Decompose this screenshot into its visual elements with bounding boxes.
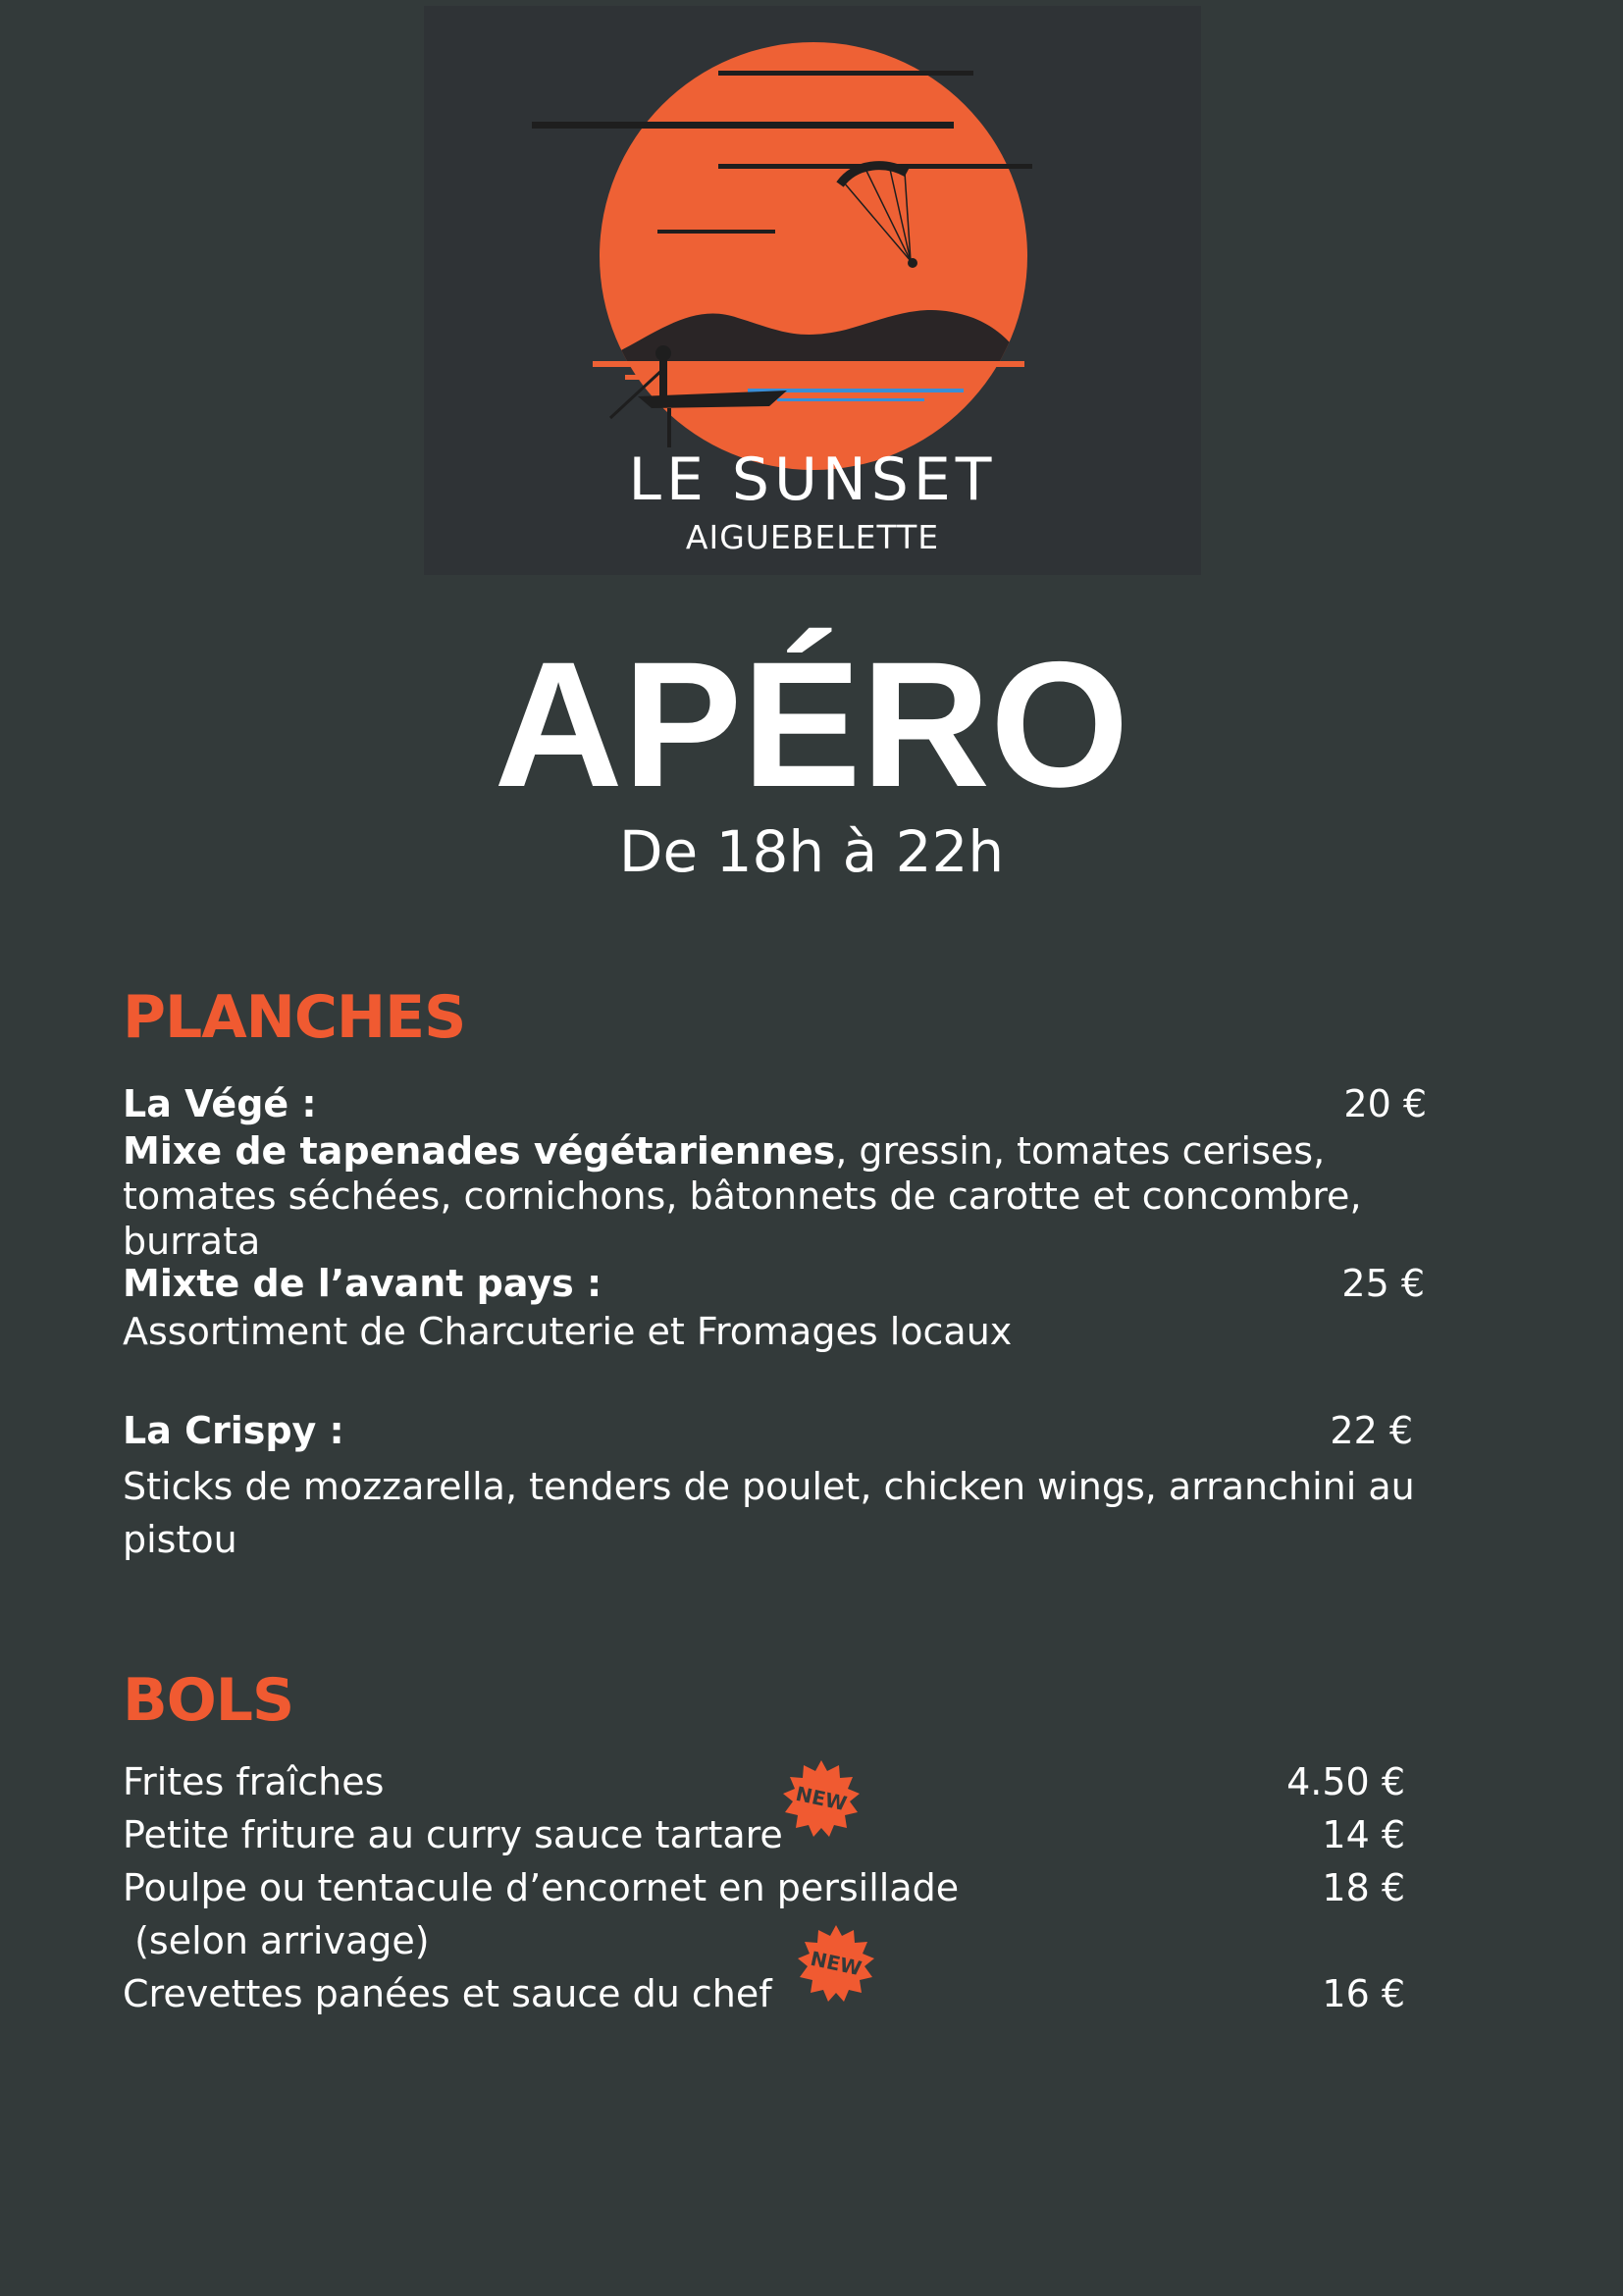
brand-place: AIGUEBELETTE — [685, 518, 940, 556]
section-title-bols: BOLS — [123, 1666, 294, 1735]
section-title-planches: PLANCHES — [123, 983, 466, 1052]
bol-item-friture: Petite friture au curry sauce tartare — [123, 1813, 783, 1856]
new-badge-label: NEW — [793, 1781, 850, 1816]
item-desc-vege — [123, 1128, 1438, 1264]
item-name-vege: La Végé : — [123, 1082, 317, 1125]
bol-price-frites: 4.50 € — [1286, 1760, 1405, 1803]
item-price-crispy: 22 € — [1330, 1409, 1413, 1452]
item-name-crispy: La Crispy : — [123, 1409, 344, 1452]
item-desc-mixte: Assortiment de Charcuterie et Fromages locaux — [123, 1310, 1013, 1353]
opening-hours: De 18h à 22h — [618, 818, 1005, 885]
bol-item-crevettes: Crevettes panées et sauce du chef — [123, 1972, 772, 2015]
new-badge — [796, 1923, 876, 2004]
new-badge-label: NEW — [808, 1946, 864, 1981]
new-badge — [781, 1758, 862, 1839]
page-title: APÉRO — [494, 624, 1129, 824]
bol-item-poulpe-sub: (selon arrivage) — [123, 1919, 430, 1962]
item-desc-vege-rest: , gressin, tomates cerises, tomates séchées, cornichons, bâtonnets de carotte et concombre, burrata — [123, 1129, 1362, 1263]
item-desc-vege-bold: Mixe de tapenades végétariennes — [123, 1129, 836, 1173]
item-price-mixte: 25 € — [1341, 1262, 1425, 1305]
bol-item-frites: Frites fraîches — [123, 1760, 385, 1803]
brand-name: LE SUNSET — [628, 445, 997, 514]
item-desc-crispy: Sticks de mozzarella, tenders de poulet, chicken wings, arranchini au pistou — [123, 1465, 1415, 1561]
item-name-mixte: Mixte de l’avant pays : — [123, 1262, 602, 1305]
bol-price-crevettes: 16 € — [1322, 1972, 1405, 2015]
bol-price-friture: 14 € — [1322, 1813, 1405, 1856]
logo — [424, 6, 1201, 575]
item-price-vege: 20 € — [1343, 1082, 1427, 1125]
bol-price-poulpe: 18 € — [1322, 1866, 1405, 1909]
bol-item-poulpe: Poulpe ou tentacule d’encornet en persillade — [123, 1866, 960, 1909]
